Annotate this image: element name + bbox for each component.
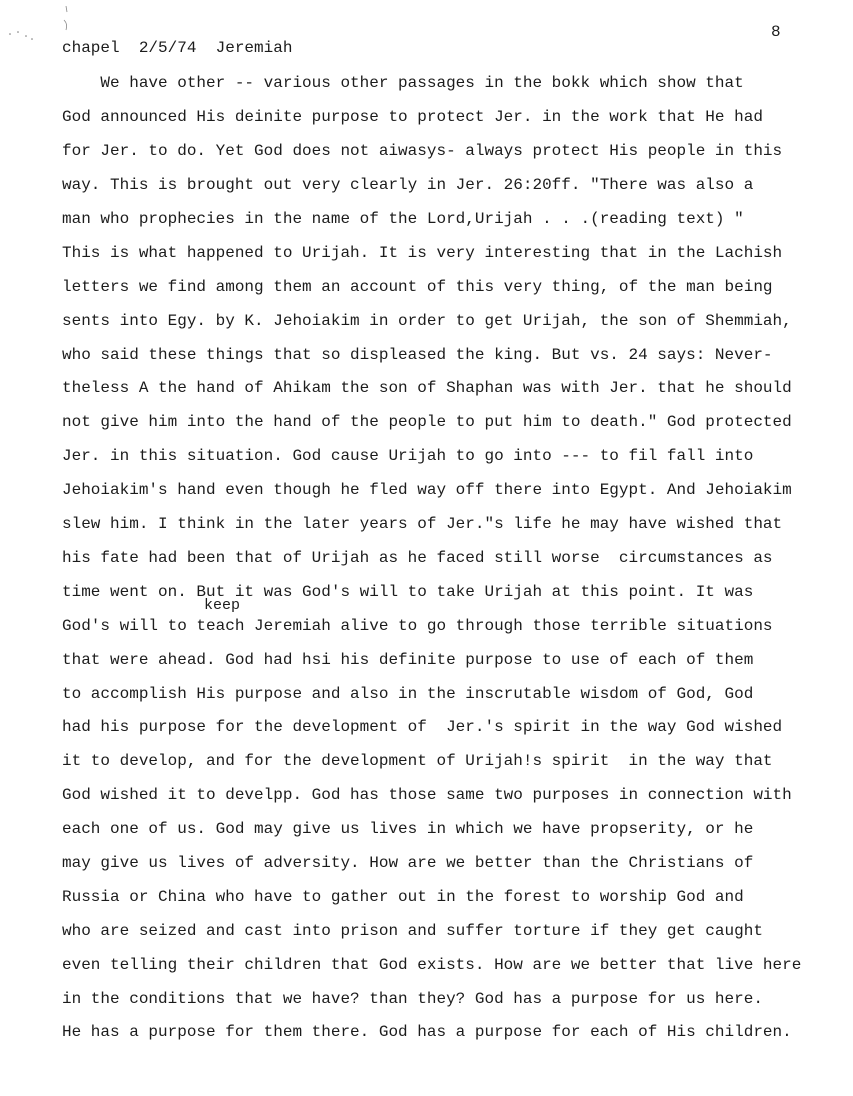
text-line: time went on. But it was God's will to take Urijah at this point. It was xyxy=(62,583,754,601)
text-line: not give him into the hand of the people to put him to death." God protected xyxy=(62,413,792,431)
text-line: God announced His deinite purpose to protect Jer. in the work that He had xyxy=(62,108,763,126)
text-line: may give us lives of adversity. How are we better than the Christians of xyxy=(62,854,754,872)
text-line: in the conditions that we have? than they? God has a purpose for us here. xyxy=(62,990,763,1008)
text-line: He has a purpose for them there. God has a purpose for each of His children. xyxy=(62,1023,792,1041)
text-line: letters we find among them an account of this very thing, of the man being xyxy=(62,278,773,296)
text-line: sents into Egy. by K. Jehoiakim in order to get Urijah, the son of Shemmiah, xyxy=(62,312,792,330)
text-line: Jehoiakim's hand even though he fled way off there into Egypt. And Jehoiakim xyxy=(62,481,792,499)
text-line: that were ahead. God had hsi his definite purpose to use of each of them xyxy=(62,651,754,669)
text-line: God's will to teach Jeremiah alive to go through those terrible situations xyxy=(62,617,773,635)
text-line: had his purpose for the development of Jer.'s spirit in the way God wished xyxy=(62,718,783,736)
text-line: even telling their children that God exists. How are we better that live here xyxy=(62,956,802,974)
text-line: who are seized and cast into prison and suffer torture if they get caught xyxy=(62,922,763,940)
document-heading: chapel 2/5/74 Jeremiah xyxy=(62,39,293,57)
text-line: each one of us. God may give us lives in which we have propserity, or he xyxy=(62,820,754,838)
text-line: Russia or China who have to gather out in the forest to worship God and xyxy=(62,888,744,906)
text-line: who said these things that so displeased the king. But vs. 24 says: Never- xyxy=(62,346,773,364)
text-line: way. This is brought out very clearly in Jer. 26:20ff. "There was also a xyxy=(62,176,754,194)
text-line: Jer. in this situation. God cause Urijah to go into --- to fil fall into xyxy=(62,447,754,465)
text-line: theless A the hand of Ahikam the son of Shaphan was with Jer. that he should xyxy=(62,379,792,397)
text-line: it to develop, and for the development of Urijah!s spirit in the way that xyxy=(62,752,773,770)
text-line: This is what happened to Urijah. It is very interesting that in the Lachish xyxy=(62,244,783,262)
text-line: man who prophecies in the name of the Lord,Urijah . . .(reading text) " xyxy=(62,210,744,228)
page-number: 8 xyxy=(771,23,781,41)
text-line: for Jer. to do. Yet God does not aiwasys- always protect His people in this xyxy=(62,142,783,160)
text-line: We have other -- various other passages in the bokk which show that xyxy=(62,74,744,92)
text-line: to accomplish His purpose and also in the inscrutable wisdom of God, God xyxy=(62,685,754,703)
text-line: God wished it to develpp. God has those same two purposes in connection with xyxy=(62,786,792,804)
text-line: slew him. I think in the later years of Jer."s life he may have wished that xyxy=(62,515,783,533)
interlinear-insertion: keep xyxy=(204,597,241,614)
text-line: his fate had been that of Urijah as he faced still worse circumstances as xyxy=(62,549,773,567)
